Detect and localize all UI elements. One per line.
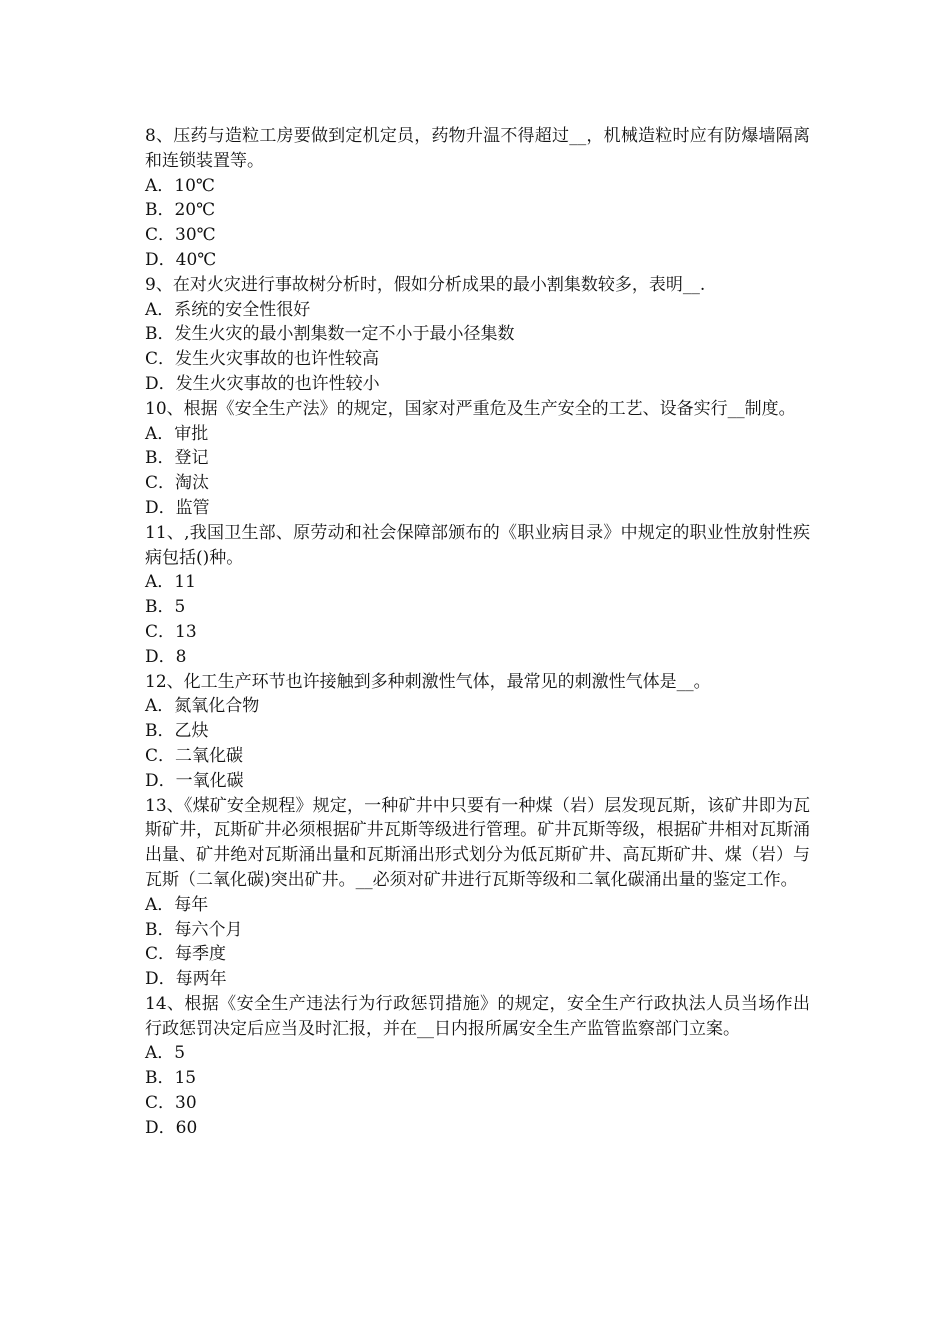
question-11-option-b: B．5 [145, 597, 186, 618]
question-11-stem: 11、,我国卫生部、原劳动和社会保障部颁布的《职业病目录》中规定的职业性放射性疾病包括()种。 [145, 522, 810, 568]
question-10-option-d: D．监管 [145, 497, 210, 518]
question-8-stem: 8、压药与造粒工房要做到定机定员，药物升温不得超过__，机械造粒时应有防爆墙隔离和连锁装置等。 [145, 126, 810, 171]
question-9-stem: 9、在对火灾进行事故树分析时，假如分析成果的最小割集数较多，表明__. [145, 274, 706, 295]
question-9-option-c: C．发生火灾事故的也许性较高 [145, 349, 380, 370]
document-page [145, 124, 810, 1141]
question-8-option-d: D．40℃ [145, 249, 217, 270]
question-13-option-d: D．每两年 [145, 969, 227, 990]
question-14-option-c: C．30 [145, 1093, 197, 1114]
question-9-option-b: B．发生火灾的最小割集数一定不小于最小径集数 [145, 324, 515, 345]
question-12-option-c: C．二氧化碳 [145, 745, 244, 766]
question-12-option-b: B．乙炔 [145, 721, 209, 742]
question-14-option-a: A．5 [145, 1043, 186, 1064]
question-13-option-c: C．每季度 [145, 944, 227, 965]
question-13-option-b: B．每六个月 [145, 919, 243, 940]
question-8-option-a: A．10℃ [145, 175, 215, 196]
question-9-option-a: A．系统的安全性很好 [145, 299, 311, 320]
question-10-option-a: A．审批 [145, 423, 209, 444]
question-10-stem: 10、根据《安全生产法》的规定，国家对严重危及生产安全的工艺、设备实行__制度。 [145, 398, 796, 419]
question-8-option-b: B．20℃ [145, 200, 216, 221]
question-12-option-a: A．氮氧化合物 [145, 696, 260, 717]
question-11-option-d: D．8 [145, 646, 187, 667]
question-13-option-a: A．每年 [145, 894, 209, 915]
question-14-stem: 14、根据《安全生产违法行为行政惩罚措施》的规定，安全生产行政执法人员当场作出行政惩罚决定后应当及时汇报，并在__日内报所属安全生产监管监察部门立案。 [145, 993, 810, 1039]
question-14-option-d: D．60 [145, 1117, 198, 1138]
question-12-stem: 12、化工生产环节也许接触到多种刺激性气体，最常见的刺激性气体是__。 [145, 671, 711, 692]
question-9-option-d: D．发生火灾事故的也许性较小 [145, 373, 380, 394]
question-11-option-c: C．13 [145, 621, 197, 642]
question-13-stem: 13、《煤矿安全规程》规定，一种矿井中只要有一种煤（岩）层发现瓦斯，该矿井即为瓦斯矿井，瓦斯矿井必须根据矿井瓦斯等级进行管理。矿井瓦斯等级，根据矿井相对瓦斯涌出量、矿井绝对瓦斯涌出量和瓦斯涌出形式划分为低瓦斯矿井、高瓦斯矿井、煤（岩）与瓦斯（二氧化碳)突出矿井。__必须对矿井进行瓦斯等级和二氧化碳涌出量的鉴定工作。 [145, 795, 810, 890]
question-14-option-b: B．15 [145, 1068, 197, 1089]
question-11-option-a: A．11 [145, 572, 196, 593]
question-10-option-c: C．淘汰 [145, 473, 210, 494]
question-10-option-b: B．登记 [145, 448, 209, 469]
question-8-option-c: C．30℃ [145, 225, 216, 246]
question-12-option-d: D．一氧化碳 [145, 770, 244, 791]
